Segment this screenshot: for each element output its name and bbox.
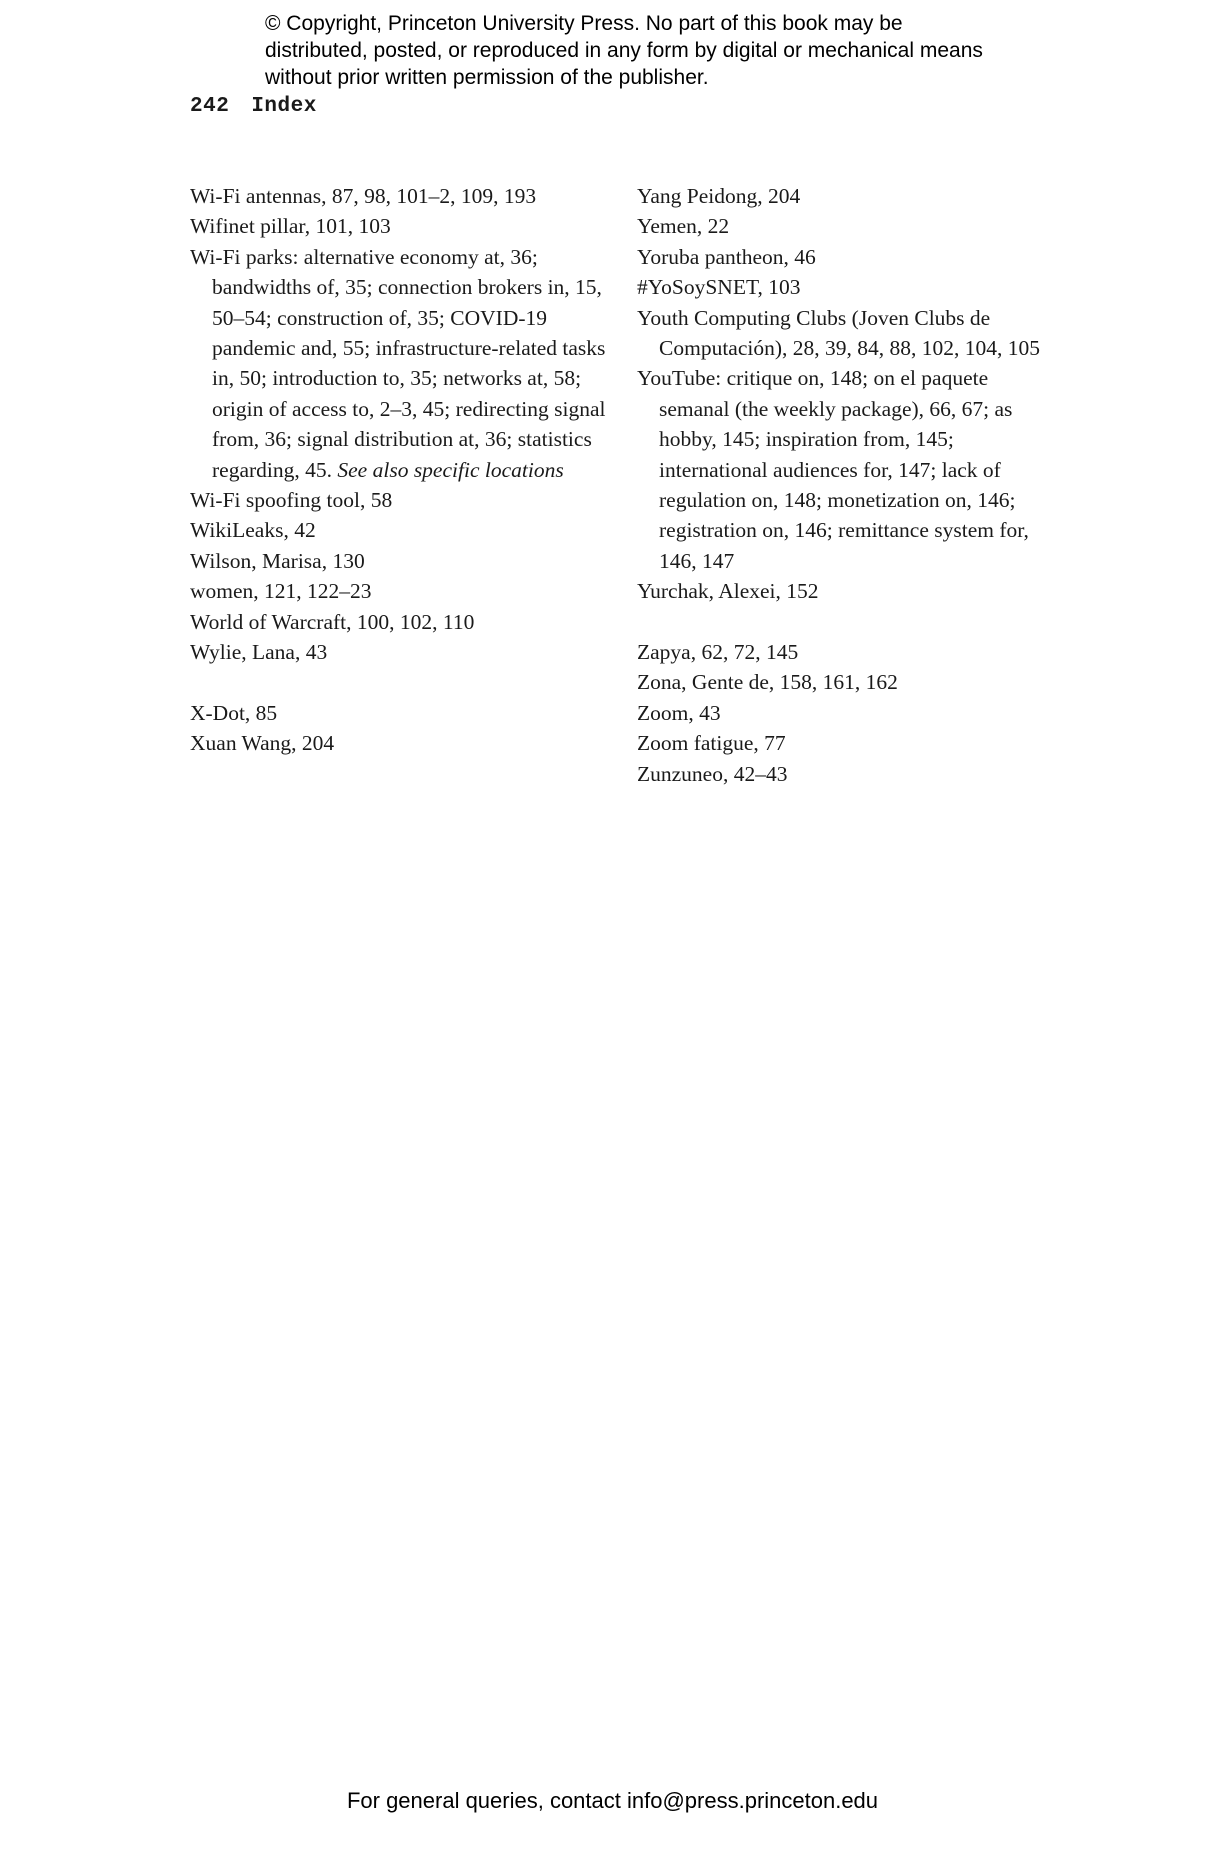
- index-entry: Zoom fatigue, 77: [637, 731, 786, 756]
- index-entry: WikiLeaks, 42: [190, 518, 316, 543]
- index-entry: Yang Peidong, 204: [637, 184, 801, 208]
- index-entry: Wi-Fi antennas, 87, 98, 101–2, 109, 193: [190, 184, 537, 208]
- index-entry: Xuan Wang, 204: [190, 731, 335, 756]
- index-entry: Yemen, 22: [637, 214, 730, 239]
- index-entry: Youth Computing Clubs (Joven Clubs de Computación), 28, 39, 84, 88, 102, 104, 105: [637, 305, 1041, 361]
- index-entry: Zunzuneo, 42–43: [637, 761, 788, 786]
- index-entry: Zona, Gente de, 158, 161, 162: [637, 670, 898, 695]
- index-entry: X-Dot, 85: [190, 700, 278, 725]
- index-entry-wifi-parks: [190, 242, 610, 485]
- index-entry: Yoruba pantheon, 46: [637, 244, 816, 269]
- footer-contact: For general queries, contact info@press.princeton.edu: [346, 1788, 879, 1813]
- index-entry: Zapya, 62, 72, 145: [637, 640, 799, 665]
- index-entry: Wylie, Lana, 43: [190, 640, 328, 665]
- index-entry: #YoSoySNET, 103: [637, 275, 801, 300]
- index-entry: Wilson, Marisa, 130: [190, 548, 365, 573]
- index-entry: Zoom, 43: [637, 700, 721, 725]
- index-entry: Yurchak, Alexei, 152: [637, 579, 819, 604]
- page-number: 242: [190, 95, 230, 118]
- letter-group-gap: [637, 607, 1057, 637]
- copyright-notice: © Copyright, Princeton University Press. No part of this book may be distributed, posted, or reproduced in any form by digital or mechanical means without prior written permission of the publisher.: [265, 12, 983, 89]
- index-column-right: [637, 181, 1057, 789]
- index-entry: World of Warcraft, 100, 102, 110: [190, 609, 475, 634]
- section-title: Index: [251, 95, 317, 118]
- letter-group-gap: [190, 668, 610, 698]
- index-entry: Wifinet pillar, 101, 103: [190, 214, 391, 239]
- see-also-reference: See also specific locations: [337, 457, 564, 482]
- index-entry: YouTube: critique on, 148; on el paquete semanal (the weekly package), 66, 67; as hobby, 145; inspiration from, 145; international audiences for, 147; lack of regulation on, 148; monetization on, 146; registration on, 146; remittance system for, 146, 147: [637, 366, 1029, 573]
- running-head: [190, 95, 317, 118]
- index-column-left: [190, 181, 610, 759]
- index-entry: Wi-Fi spoofing tool, 58: [190, 488, 393, 513]
- index-entry: women, 121, 122–23: [190, 579, 372, 604]
- index-entry-text: Wi-Fi parks: alternative economy at, 36; bandwidths of, 35; connection brokers in, 15, 50–54; construction of, 35; COVID-19 pandemic and, 55; infrastructure-related tasks in, 50; introduction to, 35; networks at, 58; origin of access to, 2–3, 45; redirecting signal from, 36; signal distribution at, 36; statistics regarding, 45.: [190, 244, 606, 482]
